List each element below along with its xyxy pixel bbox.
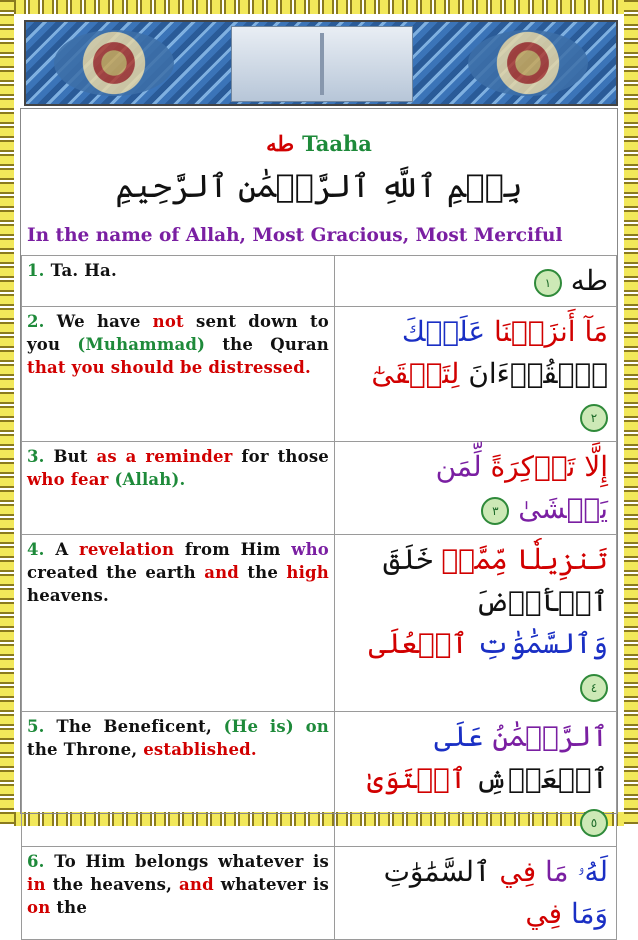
verse-end-medallion-icon: ١	[534, 269, 562, 297]
verse-text: sent down to you	[27, 312, 329, 354]
verse-text: the	[50, 898, 88, 917]
arabic-text-blue: لَهُۥ	[577, 855, 608, 888]
arabic-text-purple: مَا	[545, 855, 578, 888]
verse-row-1	[22, 256, 617, 307]
verse-number: 6.	[27, 852, 45, 871]
verse-row-4	[22, 535, 617, 712]
arabic-text-blue: عَلَى	[434, 720, 493, 753]
decorative-border-top	[0, 0, 638, 14]
verse-end-medallion-icon: ٢	[580, 404, 608, 432]
verse-number: 5.	[27, 717, 45, 736]
verse-text-red: in	[27, 875, 46, 894]
verse-text: from Him	[174, 540, 292, 559]
floral-ornament-left	[54, 30, 174, 96]
verse-1-english	[22, 256, 335, 307]
arabic-text: ٱلسَّمَٰوَٰتِ	[383, 855, 500, 888]
verse-end-medallion-icon: ٥	[580, 809, 608, 837]
verse-text-green: (Allah).	[108, 470, 186, 489]
surah-english-name: Taaha	[302, 131, 372, 156]
verse-text: heavens.	[27, 586, 109, 605]
verse-number: 3.	[27, 447, 45, 466]
surah-header	[21, 109, 617, 255]
verse-end-medallion-icon: ٤	[580, 674, 608, 702]
arabic-text-blue: وَٱلسَّمَٰوَٰتِ	[476, 627, 608, 660]
open-quran-book-image	[231, 26, 413, 102]
decorative-border-left	[0, 0, 14, 826]
verse-text: the heavens,	[45, 875, 179, 894]
decorative-border-right	[624, 0, 638, 826]
arabic-text: خَلَقَ ٱلۡأَرۡضَ	[383, 543, 608, 618]
verse-text-red: high	[286, 563, 329, 582]
verse-text: The Beneficent,	[44, 717, 224, 736]
verse-text: Ta. Ha.	[44, 261, 117, 280]
arabic-text-red: مَآ أَنزَلۡنَا	[493, 315, 608, 348]
verse-row-5	[22, 712, 617, 847]
arabic-text-red: ٱلۡعُلَى	[368, 627, 477, 660]
verse-2-english	[22, 307, 335, 442]
verse-text: for those	[232, 447, 330, 466]
verse-6-arabic	[335, 847, 617, 940]
floral-ornament-right	[468, 30, 588, 96]
verse-4-english	[22, 535, 335, 712]
verse-row-6	[22, 847, 617, 940]
verse-5-english	[22, 712, 335, 847]
bismillah-arabic: بِسۡمِ ٱللَّهِ ٱلرَّحۡمَٰنِ ٱلرَّحِيمِ	[115, 167, 523, 205]
verse-row-2	[22, 307, 617, 442]
arabic-text-red: تَنزِيلٗا مِّمَّنۡ	[441, 543, 608, 576]
verse-text: whatever is	[213, 875, 329, 894]
verse-text-purple: who	[291, 540, 329, 559]
verse-text-red: that you should be distressed.	[27, 358, 311, 377]
verses-table	[21, 255, 617, 940]
verse-text-red: and	[204, 563, 240, 582]
verse-text-red: as a reminder	[96, 447, 233, 466]
verse-text: We have	[44, 312, 153, 331]
verse-text: the	[239, 563, 287, 582]
verse-text-red: and	[179, 875, 214, 894]
verse-number: 1.	[27, 261, 45, 280]
verse-1-arabic	[335, 256, 617, 307]
arabic-text-red: لِتَشۡقَىٰٓ	[371, 357, 469, 390]
arabic-text: طه	[570, 264, 608, 297]
verse-text-green: (He is) on	[223, 717, 329, 736]
verse-text-green: (Muhammad)	[77, 335, 206, 354]
arabic-text-red: إِلَّا تَذۡكِرَةً	[490, 450, 608, 483]
surah-page	[20, 108, 618, 930]
verse-3-arabic	[335, 442, 617, 535]
verse-4-arabic	[335, 535, 617, 712]
verse-text-red: who fear	[27, 470, 109, 489]
surah-title	[21, 131, 617, 156]
verse-row-3	[22, 442, 617, 535]
verse-2-arabic	[335, 307, 617, 442]
verse-text: created the earth	[27, 563, 205, 582]
verse-text: A	[44, 540, 80, 559]
arabic-text-purple: لِّمَن يَخۡشَىٰ	[435, 450, 608, 525]
verse-6-english	[22, 847, 335, 940]
arabic-text-blue: وَمَا	[570, 897, 608, 930]
verse-text-red: revelation	[79, 540, 175, 559]
verse-text: But	[44, 447, 97, 466]
surah-arabic-name: طه	[266, 131, 295, 156]
arabic-text-red: فِي	[499, 855, 546, 888]
arabic-text: ٱلۡعَرۡشِ	[475, 762, 608, 795]
verse-text-red: on	[27, 898, 51, 917]
verse-number: 4.	[27, 540, 45, 559]
arabic-text-red: فِي	[525, 897, 571, 930]
verse-text: the Quran	[205, 335, 330, 354]
arabic-text-red: ٱسۡتَوَىٰ	[367, 762, 476, 795]
verse-5-arabic	[335, 712, 617, 847]
verse-text: To Him belongs whatever is	[44, 852, 329, 871]
verse-text: the Throne,	[27, 740, 144, 759]
verse-end-medallion-icon: ٣	[481, 497, 509, 525]
arabic-text-purple: ٱلرَّحۡمَٰنُ	[492, 720, 608, 753]
verse-number: 2.	[27, 312, 45, 331]
verse-3-english	[22, 442, 335, 535]
arabic-text-blue: عَلَيۡكَ	[401, 315, 494, 348]
verse-text-red: established.	[143, 740, 257, 759]
verse-text-red: not	[152, 312, 184, 331]
arabic-text: ٱلۡقُرۡءَانَ	[468, 357, 608, 390]
quran-banner-image	[24, 20, 618, 106]
bismillah-translation: In the name of Allah, Most Gracious, Most Merciful	[27, 225, 563, 246]
